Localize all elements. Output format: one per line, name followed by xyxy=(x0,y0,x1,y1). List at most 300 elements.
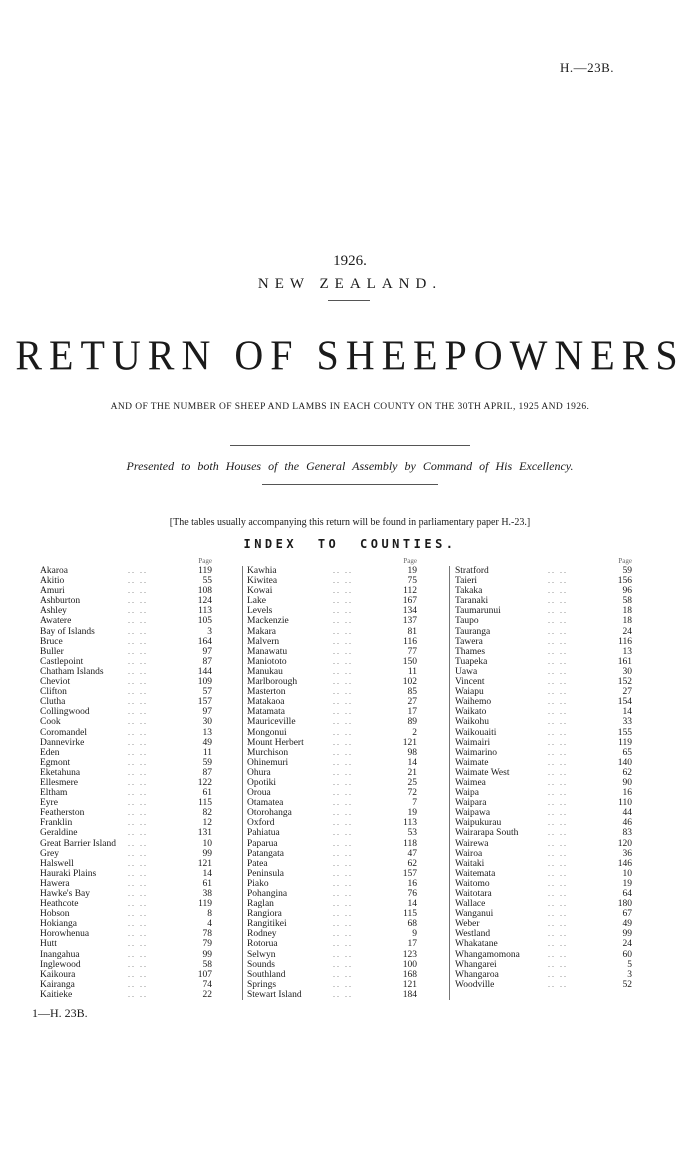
index-entry xyxy=(247,899,417,909)
page-number: 99 xyxy=(202,949,212,960)
leader-dots: .. .. xyxy=(333,868,353,878)
index-entry xyxy=(247,637,417,647)
index-entry xyxy=(40,596,212,606)
index-entry xyxy=(455,798,632,808)
index-entry xyxy=(40,647,212,657)
page-number: 44 xyxy=(622,808,632,819)
leader-dots: .. .. xyxy=(333,959,353,969)
leader-dots: .. .. xyxy=(333,677,353,687)
page-number: 46 xyxy=(622,818,632,829)
leader-dots: .. .. xyxy=(333,586,353,596)
page-number: 8 xyxy=(207,909,212,920)
page-number: 79 xyxy=(202,939,212,950)
page-number: 180 xyxy=(617,899,632,910)
county-name: Taranaki xyxy=(455,596,489,607)
page-number: 161 xyxy=(617,656,632,667)
page-number: 119 xyxy=(198,899,212,910)
leader-dots: .. .. xyxy=(128,939,148,949)
county-name: Opotiki xyxy=(247,777,277,788)
county-name: Piako xyxy=(247,878,269,889)
county-name: Heathcote xyxy=(40,899,79,910)
county-name: Rotorua xyxy=(247,939,278,950)
index-column-1 xyxy=(40,556,212,1000)
leader-dots: .. .. xyxy=(128,616,148,626)
leader-dots: .. .. xyxy=(333,646,353,656)
page-number: 24 xyxy=(622,939,632,950)
county-name: Wallace xyxy=(455,899,486,910)
page-number: 107 xyxy=(197,969,212,980)
index-entry xyxy=(455,828,632,838)
leader-dots: .. .. xyxy=(548,788,568,798)
index-entry xyxy=(40,990,212,1000)
index-entry xyxy=(455,748,632,758)
index-entry xyxy=(247,990,417,1000)
page-number: 113 xyxy=(198,606,212,617)
county-name: Marlborough xyxy=(247,677,298,688)
leader-dots: .. .. xyxy=(333,767,353,777)
index-column-2 xyxy=(247,556,417,1000)
county-name: Masterton xyxy=(247,687,286,698)
page-number: 110 xyxy=(618,798,632,809)
page-number: 121 xyxy=(402,979,417,990)
county-name: Levels xyxy=(247,606,273,617)
page-number: 137 xyxy=(402,616,417,627)
county-name: Stewart Island xyxy=(247,989,302,1000)
page-number: 36 xyxy=(622,848,632,859)
page-number: 154 xyxy=(617,697,632,708)
county-name: Otorohanga xyxy=(247,808,292,819)
leader-dots: .. .. xyxy=(128,899,148,909)
page-column-header: Page xyxy=(403,557,417,565)
page-number: 58 xyxy=(622,596,632,607)
index-entry xyxy=(247,828,417,838)
leader-dots: .. .. xyxy=(548,848,568,858)
leader-dots: .. .. xyxy=(548,969,568,979)
county-name: Inangahua xyxy=(40,949,80,960)
county-name: Great Barrier Island xyxy=(40,838,116,849)
page-number: 7 xyxy=(412,798,417,809)
page-number: 16 xyxy=(622,788,632,799)
index-entry xyxy=(455,576,632,586)
leader-dots: .. .. xyxy=(128,596,148,606)
index-entry xyxy=(40,960,212,970)
index-entry xyxy=(40,929,212,939)
page-number: 17 xyxy=(407,939,417,950)
page-number: 38 xyxy=(202,889,212,899)
page-number: 57 xyxy=(202,687,212,698)
county-name: Amuri xyxy=(40,586,65,597)
county-name: Inglewood xyxy=(40,959,81,970)
leader-dots: .. .. xyxy=(333,979,353,989)
leader-dots: .. .. xyxy=(333,697,353,707)
leader-dots: .. .. xyxy=(128,646,148,656)
leader-dots: .. .. xyxy=(333,656,353,666)
index-entry xyxy=(455,566,632,576)
leader-dots: .. .. xyxy=(548,576,568,586)
page-number: 49 xyxy=(622,919,632,930)
page-number: 59 xyxy=(202,757,212,768)
page-number: 77 xyxy=(407,646,417,657)
index-entry xyxy=(455,950,632,960)
leader-dots: .. .. xyxy=(333,929,353,939)
county-name: Mauriceville xyxy=(247,717,296,728)
index-entry xyxy=(455,667,632,677)
page-number: 97 xyxy=(202,707,212,718)
county-name: Westland xyxy=(455,929,491,940)
index-entry xyxy=(40,606,212,616)
leader-dots: .. .. xyxy=(333,737,353,747)
county-name: Thames xyxy=(455,646,486,657)
county-name: Eyre xyxy=(40,798,58,809)
county-name: Franklin xyxy=(40,818,73,829)
county-name: Waikohu xyxy=(455,717,490,728)
county-name: Awatere xyxy=(40,616,72,627)
leader-dots: .. .. xyxy=(548,929,568,939)
leader-dots: .. .. xyxy=(128,949,148,959)
index-entry xyxy=(455,909,632,919)
county-name: Raglan xyxy=(247,899,274,910)
county-name: Hawera xyxy=(40,878,70,889)
leader-dots: .. .. xyxy=(548,858,568,868)
index-entry xyxy=(247,980,417,990)
page-number: 14 xyxy=(407,757,417,768)
leader-dots: .. .. xyxy=(333,838,353,848)
index-entry xyxy=(40,950,212,960)
index-entry xyxy=(455,677,632,687)
index-entry xyxy=(455,738,632,748)
leader-dots: .. .. xyxy=(548,646,568,656)
page-number: 97 xyxy=(202,646,212,657)
index-entry xyxy=(40,828,212,838)
page-number: 72 xyxy=(407,788,417,799)
index-entry xyxy=(247,839,417,849)
county-name: Eltham xyxy=(40,788,68,799)
index-entry xyxy=(40,687,212,697)
county-name: Taupo xyxy=(455,616,479,627)
county-name: Lake xyxy=(247,596,266,607)
index-entry xyxy=(247,778,417,788)
county-name: Waihemo xyxy=(455,697,492,708)
page-number: 89 xyxy=(407,717,417,728)
page-number: 27 xyxy=(622,687,632,698)
page-number: 21 xyxy=(407,767,417,778)
index-entry xyxy=(455,697,632,707)
tables-note: [The tables usually accompanying this return will be found in parliamentary paper H.-23.] xyxy=(169,517,531,528)
leader-dots: .. .. xyxy=(548,959,568,969)
page-footer: 1—H. 23B. xyxy=(32,1006,88,1020)
page-number: 134 xyxy=(402,606,417,617)
leader-dots: .. .. xyxy=(333,858,353,868)
presented-statement: Presented to both Houses of the General Assembly by Command of His Excellency. xyxy=(126,459,574,473)
index-entry xyxy=(40,738,212,748)
page-number: 64 xyxy=(622,889,632,899)
leader-dots: .. .. xyxy=(333,889,353,898)
leader-dots: .. .. xyxy=(548,949,568,959)
index-entry xyxy=(247,849,417,859)
index-entry xyxy=(455,606,632,616)
index-entry xyxy=(247,697,417,707)
county-name: Bruce xyxy=(40,636,63,647)
leader-dots: .. .. xyxy=(128,798,148,808)
leader-dots: .. .. xyxy=(128,909,148,919)
page-number: 102 xyxy=(402,677,417,688)
index-entry xyxy=(247,596,417,606)
leader-dots: .. .. xyxy=(548,626,568,636)
page-number: 18 xyxy=(622,616,632,627)
index-entry xyxy=(40,677,212,687)
index-entry xyxy=(40,919,212,929)
index-entry xyxy=(247,950,417,960)
index-entry xyxy=(247,788,417,798)
county-name: Kowai xyxy=(247,586,273,597)
leader-dots: .. .. xyxy=(128,959,148,969)
index-entry xyxy=(40,859,212,869)
page-number: 3 xyxy=(627,969,632,980)
leader-dots: .. .. xyxy=(128,979,148,989)
index-entry xyxy=(247,586,417,596)
leader-dots: .. .. xyxy=(128,969,148,979)
page-number: 156 xyxy=(617,576,632,587)
page-number: 16 xyxy=(407,878,417,889)
index-entry xyxy=(455,818,632,828)
page-number: 96 xyxy=(622,586,632,597)
index-entry xyxy=(247,616,417,626)
index-entry xyxy=(40,788,212,798)
index-entry xyxy=(40,869,212,879)
leader-dots: .. .. xyxy=(333,747,353,757)
index-entry xyxy=(247,717,417,727)
page-number: 78 xyxy=(202,929,212,940)
county-name: Clutha xyxy=(40,697,66,708)
county-name: Ohinemuri xyxy=(247,757,289,768)
page-number: 5 xyxy=(627,959,632,970)
leader-dots: .. .. xyxy=(128,737,148,747)
leader-dots: .. .. xyxy=(128,636,148,646)
index-entry xyxy=(40,899,212,909)
page-number: 121 xyxy=(402,737,417,748)
index-entry xyxy=(247,909,417,919)
index-entry xyxy=(40,970,212,980)
county-name: Rangiora xyxy=(247,909,282,920)
county-name: Buller xyxy=(40,646,64,657)
county-name: Tawera xyxy=(455,636,483,647)
county-name: Hawke's Bay xyxy=(40,889,90,899)
county-name: Vincent xyxy=(455,677,485,688)
leader-dots: .. .. xyxy=(333,727,353,737)
page-number: 62 xyxy=(622,767,632,778)
leader-dots: .. .. xyxy=(333,909,353,919)
county-name: Waimea xyxy=(455,777,486,788)
county-name: Dannevirke xyxy=(40,737,85,748)
page-number: 115 xyxy=(198,798,212,809)
county-name: Oroua xyxy=(247,788,271,799)
county-name: Horowhenua xyxy=(40,929,90,940)
leader-dots: .. .. xyxy=(333,636,353,646)
leader-dots: .. .. xyxy=(333,828,353,838)
leader-dots: .. .. xyxy=(128,727,148,737)
county-name: Otamatea xyxy=(247,798,284,809)
index-entry xyxy=(247,818,417,828)
county-name: Kaitieke xyxy=(40,989,73,1000)
leader-dots: .. .. xyxy=(128,889,148,898)
page-number: 19 xyxy=(407,808,417,819)
leader-dots: .. .. xyxy=(548,737,568,747)
index-entry xyxy=(40,616,212,626)
leader-dots: .. .. xyxy=(333,666,353,676)
leader-dots: .. .. xyxy=(128,747,148,757)
index-entry xyxy=(40,657,212,667)
index-entry xyxy=(247,728,417,738)
leader-dots: .. .. xyxy=(128,788,148,798)
page-column-header: Page xyxy=(198,557,212,565)
column-divider xyxy=(242,566,243,1000)
paper-reference: H.—23B. xyxy=(560,60,615,75)
county-name: Wairarapa South xyxy=(455,828,519,839)
county-name: Malvern xyxy=(247,636,280,647)
index-entry xyxy=(247,879,417,889)
index-entry xyxy=(247,657,417,667)
page-number: 67 xyxy=(622,909,632,920)
index-entry xyxy=(40,627,212,637)
page-number: 12 xyxy=(202,818,212,829)
page-number: 157 xyxy=(402,868,417,879)
county-name: Waipa xyxy=(455,788,480,799)
page-number: 59 xyxy=(622,566,632,576)
index-title: INDEX TO COUNTIES. xyxy=(243,537,457,551)
page-number: 119 xyxy=(618,737,632,748)
leader-dots: .. .. xyxy=(548,677,568,687)
index-entry xyxy=(455,859,632,869)
index-entry xyxy=(40,879,212,889)
index-entry xyxy=(455,657,632,667)
county-name: Kawhia xyxy=(247,566,277,576)
county-name: Featherston xyxy=(40,808,85,819)
leader-dots: .. .. xyxy=(548,747,568,757)
page-number: 4 xyxy=(207,919,212,930)
county-name: Kaikoura xyxy=(40,969,76,980)
leader-dots: .. .. xyxy=(548,838,568,848)
leader-dots: .. .. xyxy=(128,586,148,596)
index-entry xyxy=(455,980,632,990)
county-name: Clifton xyxy=(40,687,67,698)
leader-dots: .. .. xyxy=(548,586,568,596)
county-name: Matamata xyxy=(247,707,285,718)
leader-dots: .. .. xyxy=(333,616,353,626)
leader-dots: .. .. xyxy=(548,606,568,616)
page-number: 100 xyxy=(402,959,417,970)
page-number: 68 xyxy=(407,919,417,930)
page-number: 65 xyxy=(622,747,632,758)
leader-dots: .. .. xyxy=(128,818,148,828)
page-number: 150 xyxy=(402,656,417,667)
page-number: 25 xyxy=(407,777,417,788)
page-number: 33 xyxy=(622,717,632,728)
page-number: 75 xyxy=(407,576,417,587)
year: 1926. xyxy=(333,253,367,269)
index-entry xyxy=(455,707,632,717)
county-name: Southland xyxy=(247,969,286,980)
page-number: 82 xyxy=(202,808,212,819)
leader-dots: .. .. xyxy=(548,909,568,919)
page-number: 30 xyxy=(622,666,632,677)
page-number: 49 xyxy=(202,737,212,748)
leader-dots: .. .. xyxy=(548,687,568,697)
leader-dots: .. .. xyxy=(128,808,148,818)
county-name: Castlepoint xyxy=(40,656,84,667)
leader-dots: .. .. xyxy=(548,828,568,838)
leader-dots: .. .. xyxy=(128,666,148,676)
leader-dots: .. .. xyxy=(548,757,568,767)
page-number: 113 xyxy=(403,818,417,829)
leader-dots: .. .. xyxy=(128,707,148,717)
page-number: 47 xyxy=(407,848,417,859)
index-entry xyxy=(455,970,632,980)
index-entry xyxy=(247,798,417,808)
leader-dots: .. .. xyxy=(128,697,148,707)
leader-dots: .. .. xyxy=(128,848,148,858)
page-number: 17 xyxy=(407,707,417,718)
page-number: 85 xyxy=(407,687,417,698)
index-entry xyxy=(455,687,632,697)
page-number: 164 xyxy=(197,636,212,647)
leader-dots: .. .. xyxy=(333,707,353,717)
page-number: 123 xyxy=(402,949,417,960)
county-name: Waitaki xyxy=(455,858,485,869)
index-entry xyxy=(455,616,632,626)
page-number: 99 xyxy=(622,929,632,940)
county-name: Mongonui xyxy=(247,727,287,738)
index-entry xyxy=(455,889,632,899)
leader-dots: .. .. xyxy=(333,757,353,767)
divider xyxy=(328,300,370,301)
leader-dots: .. .. xyxy=(548,798,568,808)
county-name: Paparua xyxy=(247,838,278,849)
leader-dots: .. .. xyxy=(333,576,353,586)
county-name: Grey xyxy=(40,848,59,859)
index-entry xyxy=(247,768,417,778)
index-entry xyxy=(455,768,632,778)
county-name: Mackenzie xyxy=(247,616,289,627)
county-name: Ellesmere xyxy=(40,777,78,788)
leader-dots: .. .. xyxy=(128,989,148,999)
county-name: Makara xyxy=(247,626,277,637)
county-name: Hauraki Plains xyxy=(40,868,97,879)
county-name: Hokianga xyxy=(40,919,77,930)
county-name: Waipukurau xyxy=(455,818,502,829)
page-number: 22 xyxy=(202,989,212,1000)
leader-dots: .. .. xyxy=(548,566,568,575)
index-column-3 xyxy=(455,556,632,990)
leader-dots: .. .. xyxy=(548,818,568,828)
page-number: 14 xyxy=(202,868,212,879)
page-number: 55 xyxy=(202,576,212,587)
page-number: 116 xyxy=(618,636,632,647)
index-entry xyxy=(455,960,632,970)
index-entry xyxy=(247,576,417,586)
page-number: 62 xyxy=(407,858,417,869)
index-entry xyxy=(247,960,417,970)
page-number: 53 xyxy=(407,828,417,839)
county-name: Whangarei xyxy=(455,959,497,970)
leader-dots: .. .. xyxy=(128,828,148,838)
leader-dots: .. .. xyxy=(333,687,353,697)
county-name: Waimate West xyxy=(455,767,510,778)
county-name: Takaka xyxy=(455,586,483,597)
county-name: Kairanga xyxy=(40,979,75,990)
page-number: 13 xyxy=(622,646,632,657)
index-entry xyxy=(247,939,417,949)
page-number: 19 xyxy=(622,878,632,889)
